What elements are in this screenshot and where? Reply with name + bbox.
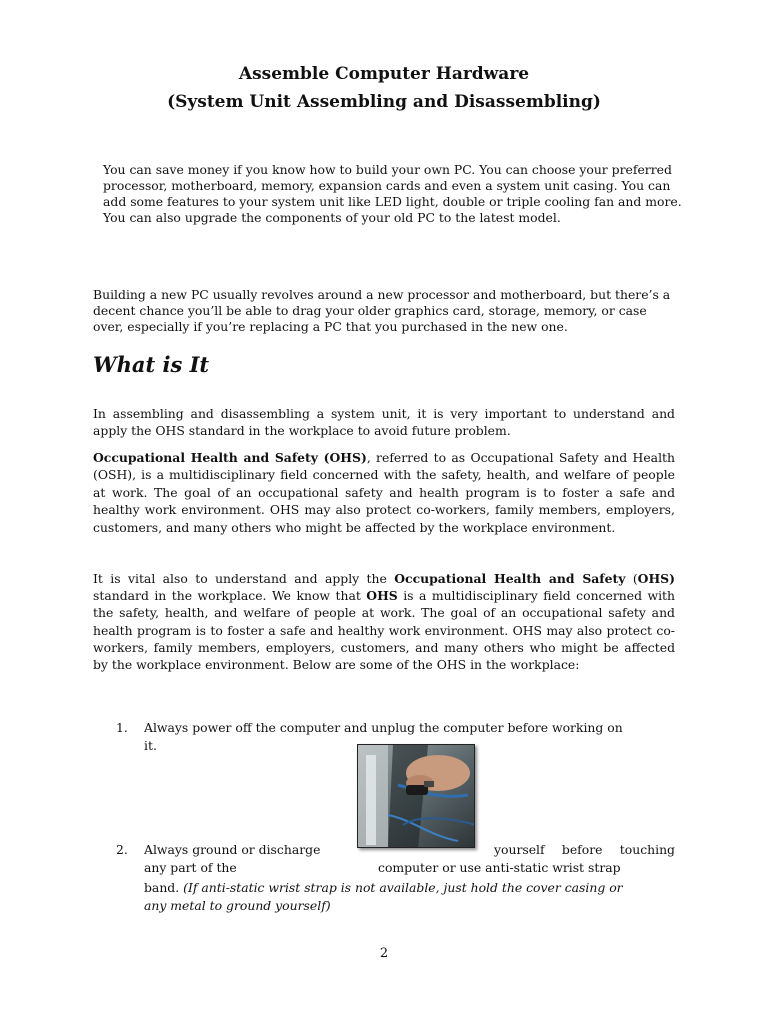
wrist-strap-photo: [357, 744, 475, 848]
ohs-intro-paragraph: In assembling and disassembling a system unit, it is very important to understand and apply the OHS standard in the workplace to avoid future problem.: [93, 406, 675, 438]
section-heading: What is It: [93, 352, 210, 377]
list-item-2-line-2b: computer or use anti-static wrist strap: [378, 860, 621, 875]
bold-run: Occupational Health and Safety: [394, 571, 626, 586]
ohs-definition-text: , referred to as Occupational Safety and Health (OSH), is a multidisciplinary field concerned with the safety, health, and welfare of people at work. The goal of an occupational safety and health program is to foster a safe and healthy work environment. OHS may also protect co-workers, family members, employers, customers, and many others who might be affected by the workplace environment.: [93, 450, 675, 535]
list-item-1-line-1: Always power off the computer and unplug the computer before working on: [144, 720, 623, 735]
ohs-definition-paragraph: [93, 449, 675, 536]
text-run: standard in the workplace. We know that: [93, 588, 367, 604]
list-item-2-line-1a: Always ground or discharge: [144, 842, 321, 857]
list-item-2-line-1b: yourself before touching: [494, 842, 675, 857]
list-item-1-line-2: it.: [144, 738, 157, 753]
ohs-vital-paragraph: [93, 570, 675, 673]
computer-hardware-image: [358, 745, 475, 848]
ohs-term: Occupational Health and Safety (OHS): [93, 450, 367, 465]
list-number-2: 2.: [116, 842, 128, 857]
list-item-2-line-3: [144, 879, 623, 897]
bold-run: OHS): [637, 571, 675, 586]
text-run: band.: [144, 880, 180, 895]
bold-run: OHS: [366, 588, 398, 604]
list-number-1: 1.: [116, 720, 128, 735]
document-title: Assemble Computer Hardware: [238, 64, 530, 84]
italic-note: (If anti-static wrist strap is not available, just hold the cover casing or: [183, 880, 623, 895]
building-paragraph: Building a new PC usually revolves around a new processor and motherboard, but there’s a decent chance you’ll be able to drag your older graphics card, storage, memory, or case over, especially if you’re replacing a PC that you purchased in the new one.: [93, 287, 671, 334]
page-number: 2: [379, 946, 389, 961]
text-run: (: [625, 571, 638, 586]
list-item-2-line-4: [144, 897, 331, 915]
text-run: It is vital also to understand and apply the: [93, 571, 395, 586]
text-run: is a multidisciplinary field concerned with the safety, health, and welfare of people at work. The goal of an occupational safety and health program is to foster a safe and healthy work environment. OHS may also protect co-workers, family members, employers, customers, and many others who might be affected by the workplace environment. Below are some of the OHS in the workplace:: [93, 588, 675, 673]
intro-paragraph: You can save money if you know how to build your own PC. You can choose your preferred processor, motherboard, memory, expansion cards and even a system unit casing. You can add some features to your system unit like LED light, double or triple cooling fan and more. You can also upgrade the components of your old PC to the latest model.: [103, 162, 682, 225]
list-item-2-line-2a: any part of the: [144, 860, 237, 875]
document-subtitle: (System Unit Assembling and Disassembling): [167, 92, 601, 112]
italic-note: any metal to ground yourself): [144, 898, 331, 913]
